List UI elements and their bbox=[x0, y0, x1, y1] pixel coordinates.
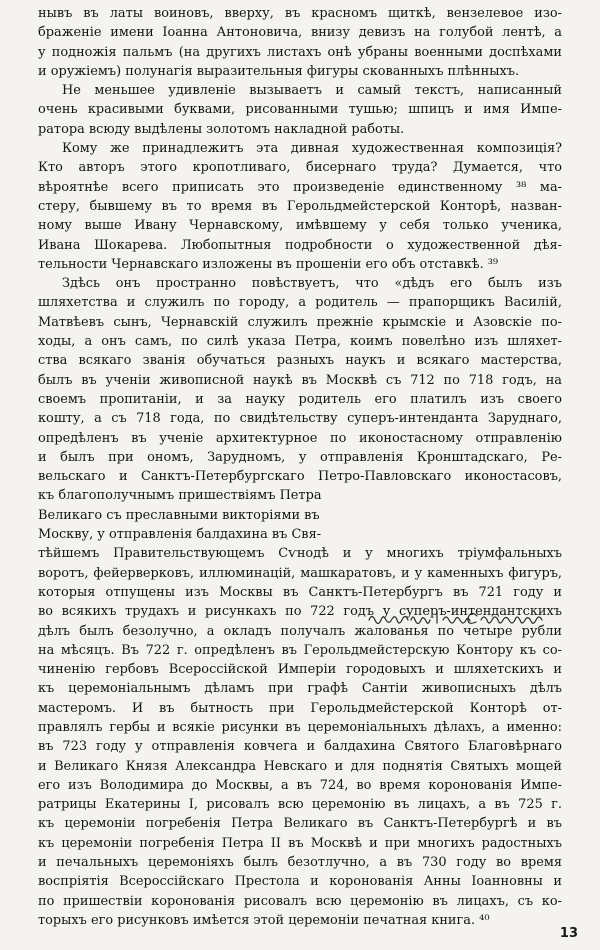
text-line: Великаго съ преславными викторіями въ bbox=[38, 507, 320, 523]
text-line: нывъ въ латы воиновъ, вверху, въ красномъ щиткѣ, вензелевое изо- bbox=[38, 6, 562, 21]
text-line: къ церемоніи погребенія Петра Великаго въ Санктъ-Петербургѣ и въ bbox=[38, 816, 562, 832]
text-line: вѣроятнѣе всего приписать это произведеніе единственному ³⁸ ма- bbox=[38, 179, 562, 195]
text-line: и оружіемъ) полунагія выразительныя фигуры скованныхъ плѣнныхъ. bbox=[38, 63, 520, 79]
text-line: на мѣсяцъ. Въ 722 г. опредѣленъ въ Герольдмейстерскую Контору къ со- bbox=[38, 642, 562, 658]
text-line: воспріятія Всероссійскаго Престола и коронованія Анны Іоанновны и bbox=[38, 874, 562, 890]
text-line: браженіе имени Іоанна Антоновича, внизу девизъ на голубой лентѣ, а bbox=[38, 25, 562, 41]
text-line: правлялъ гербы и всякіе рисунки въ церемоніальныхъ дѣлахъ, а именно: bbox=[38, 719, 562, 735]
text-line: ратора всюду выдѣлены золотомъ накладной работы. bbox=[38, 121, 405, 137]
text-line: Ивана Шокарева. Любопытныя подробности о художественной дѣя- bbox=[38, 237, 562, 253]
text-line: у подножія пальмъ (на другихъ листахъ онѣ убраны военными доспѣхами bbox=[38, 44, 562, 60]
text-line: дѣлъ былъ безолучно, а окладъ получалъ жалованья по четыре рубли bbox=[38, 623, 562, 639]
text-line: и печальныхъ церемоніяхъ былъ безотлучно, а въ 730 году во время bbox=[38, 855, 562, 871]
text-line: Здѣсь онъ пространно повѣствуетъ, что «дѣдъ его былъ изъ bbox=[62, 276, 562, 292]
document-body bbox=[38, 4, 562, 930]
text-line: къ благополучнымъ пришествіямъ Петра bbox=[38, 488, 322, 504]
text-line: своемъ пропитаніи, и за науку родитель его платилъ изъ своего bbox=[38, 391, 562, 407]
text-line: мастеромъ. И въ бытность при Герольдмейстерской Конторѣ от- bbox=[38, 700, 562, 716]
text-line: въ 723 году у отправленія ковчега и балдахина Святого Благовѣрнаго bbox=[38, 739, 562, 755]
text-line: Матвѣевъ сынъ, Чернавскій служилъ прежніе крымскіе и Азовскіе по- bbox=[38, 314, 562, 330]
text-line: ратрицы Екатерины I, рисовалъ всю церемонію въ лицахъ, а въ 725 г. bbox=[38, 797, 562, 813]
page-number: 13 bbox=[559, 926, 578, 941]
handwritten-signature bbox=[365, 604, 565, 630]
text-line: которыя отпущены изъ Москвы въ Санктъ-Петербургъ въ 721 году и bbox=[38, 584, 562, 600]
text-line: Не меньшее удивленіе вызываетъ и самый текстъ, написанный bbox=[62, 83, 562, 99]
text-line: чиненію гербовъ Всероссійской Имперіи городовыхъ и шляхетскихъ и bbox=[38, 662, 562, 678]
text-line: кошту, а съ 718 года, по свидѣтельству суперъ-интенданта Зарyднаго, bbox=[38, 411, 562, 427]
text-line: стеру, бывшему въ то время въ Герольдмейстерской Конторѣ, назван- bbox=[38, 198, 562, 214]
text-line: и Великаго Князя Александра Невскаго и для поднятія Святыхъ мощей bbox=[38, 758, 562, 774]
text-line: по пришествіи коронованія рисовалъ всю церемонію въ лицахъ, съ ко- bbox=[38, 893, 562, 909]
text-line: воротъ, фейерверковъ, иллюминацій, машкаратовъ, и у каменныхъ фигуръ, bbox=[38, 565, 562, 581]
text-line: торыхъ его рисунковъ имѣется этой церемоніи печатная книга. ⁴⁰ bbox=[38, 912, 490, 928]
text-line: къ церемоніи погребенія Петра II въ Москвѣ и при многихъ радостныхъ bbox=[38, 835, 562, 851]
text-line: къ церемоніальнымъ дѣламъ при графѣ Сантіи живописныхъ дѣлъ bbox=[38, 681, 562, 697]
text-line: Кто авторъ этого кропотливаго, бисернаго труда? Думается, что bbox=[38, 160, 562, 176]
text-line: шляхетства и служилъ по городу, а родитель — прапорщикъ Василій, bbox=[38, 295, 562, 311]
text-line: очень красивыми буквами, рисованными тушью; шпицъ и имя Импе- bbox=[38, 102, 562, 118]
text-line: Кому же принадлежитъ эта дивная художественная композиція? bbox=[62, 141, 562, 157]
text-line: тѣйшемъ Правительствующемъ Сѵнодѣ и у многихъ тріумфальныхъ bbox=[38, 546, 562, 562]
text-line: опредѣленъ въ ученіе архитектурное по иконостасному отправленію bbox=[38, 430, 562, 446]
text-line: тельности Чернавскаго изложены въ прошеніи его объ отставкѣ. ³⁹ bbox=[38, 256, 499, 272]
text-line: ному выше Ивану Чернавскому, имѣвшему у себя только ученика, bbox=[38, 218, 562, 234]
text-line: ства всякаго званія обучаться разныхъ наукъ и всякаго мастерства, bbox=[38, 353, 562, 369]
text-line: былъ въ ученіи живописной наукѣ въ Москвѣ съ 712 по 718 годъ, на bbox=[38, 372, 562, 388]
text-line: его изъ Володимира до Москвы, а въ 724, во время коронованія Импе- bbox=[38, 777, 562, 793]
text-line: и былъ при ономъ, Зарудномъ, у отправленія Кронштадскаго, Ре- bbox=[38, 449, 562, 465]
text-line: ходы, а онъ самъ, по силѣ указа Петра, коимъ повелѣно изъ шляхет- bbox=[38, 334, 562, 350]
text-line: вельскаго и Санктъ-Петербургскаго Петро-Павловскаго иконостасовъ, bbox=[38, 469, 562, 485]
text-line: Москву, у отправленія балдахина въ Свя- bbox=[38, 527, 322, 543]
text-line: во всякихъ трудахъ и рисункахъ по 722 годъ у суперъ-интендантскихъ bbox=[38, 604, 562, 620]
